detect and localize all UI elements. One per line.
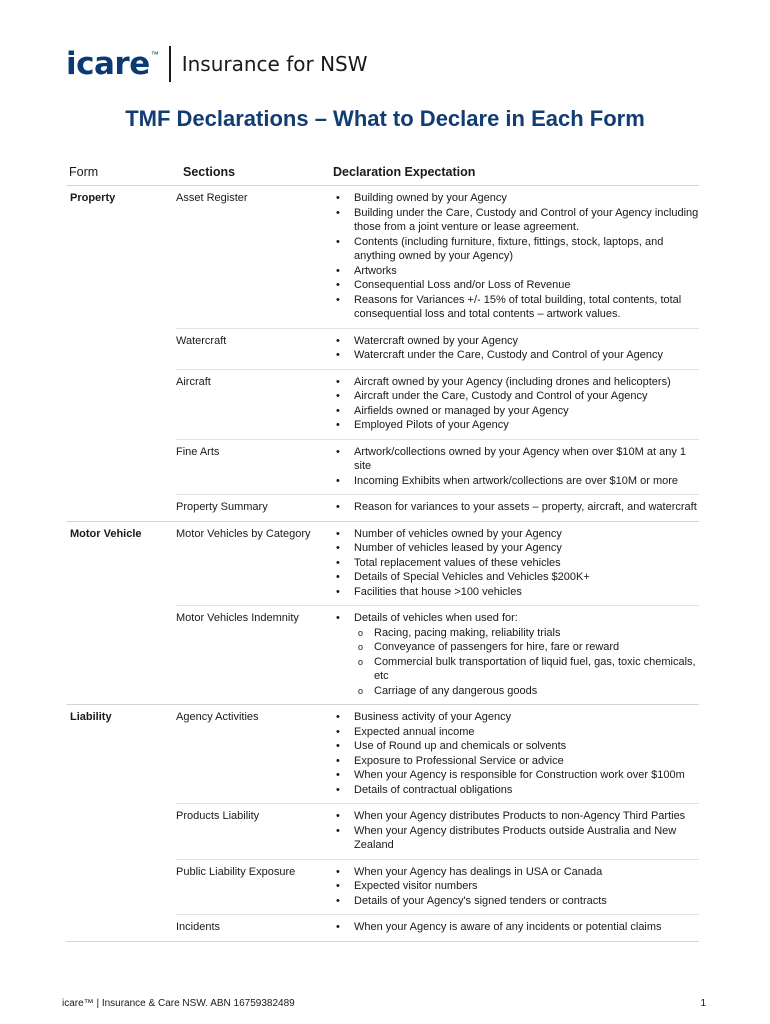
list-item xyxy=(333,206,699,235)
table-row xyxy=(176,329,699,370)
section-name: Motor Vehicles Indemnity xyxy=(176,612,299,624)
list-item-text: Total replacement values of these vehicles xyxy=(354,556,561,569)
list-item-text: Aircraft owned by your Agency (including drones and helicopters) xyxy=(354,375,671,388)
list-item-text: Details of contractual obligations xyxy=(354,783,513,796)
list-item-text: Reason for variances to your assets – property, aircraft, and watercraft xyxy=(354,501,697,513)
section-name: Incidents xyxy=(176,921,221,933)
list-item xyxy=(333,264,699,279)
header-sections: Sections xyxy=(183,165,236,179)
expectation-list xyxy=(333,920,699,935)
table-row xyxy=(176,440,699,496)
section-name: Property Summary xyxy=(176,501,268,513)
list-item-text: Building under the Care, Custody and Control of your Agency including those from a joint venture or lease agreement. xyxy=(354,206,699,233)
section-name: Public Liability Exposure xyxy=(176,865,296,878)
list-item xyxy=(333,585,699,600)
list-item xyxy=(333,375,699,390)
list-item-text: When your Agency is aware of any incidents or potential claims xyxy=(354,921,662,933)
list-item xyxy=(333,293,699,322)
expectation-list xyxy=(333,334,699,363)
list-item xyxy=(333,191,699,206)
section-name: Products Liability xyxy=(176,810,260,822)
list-item xyxy=(333,865,699,880)
list-item xyxy=(333,809,699,824)
list-item xyxy=(333,754,699,769)
list-item-text: Details of vehicles when used for: xyxy=(354,612,518,624)
form-sections xyxy=(176,522,699,705)
list-item-text: When your Agency has dealings in USA or Canada xyxy=(354,865,603,878)
form-sections xyxy=(176,705,699,941)
table-body xyxy=(66,186,699,942)
list-item-text: Number of vehicles leased by your Agency xyxy=(354,542,562,554)
list-item xyxy=(333,527,699,542)
list-item xyxy=(333,445,699,474)
list-item-text: Artwork/collections owned by your Agency when over $10M at any 1 site xyxy=(354,445,687,472)
list-item-text: Airfields owned or managed by your Agency xyxy=(354,404,569,417)
form-name: Property xyxy=(70,192,116,204)
list-item-text: Facilities that house >100 vehicles xyxy=(354,585,522,598)
table-row xyxy=(176,804,699,860)
logo-tagline: Insurance for NSW xyxy=(181,52,368,76)
table-header xyxy=(66,164,699,186)
list-item-text: Artworks xyxy=(354,264,397,277)
list-item-text: Reasons for Variances +/- 15% of total building, total contents, total consequential loss and total contents – artwork values. xyxy=(354,293,682,320)
list-item xyxy=(333,824,699,853)
form-name: Motor Vehicle xyxy=(70,527,142,540)
list-item xyxy=(333,710,699,725)
sub-list-item: o Carriage of any dangerous goods xyxy=(354,684,699,699)
list-item-text: Use of Round up and chemicals or solvents xyxy=(354,740,567,752)
sub-list xyxy=(354,626,699,699)
logo-trademark: ™ xyxy=(150,50,159,59)
expectation-list xyxy=(333,500,699,515)
list-item xyxy=(333,556,699,571)
expectation-list xyxy=(333,710,699,797)
section-name: Watercraft xyxy=(176,334,227,347)
page-title: TMF Declarations – What to Declare in Each Form xyxy=(125,106,645,131)
form-group xyxy=(66,186,699,522)
table-row xyxy=(176,370,699,440)
list-item xyxy=(333,879,699,894)
table-row xyxy=(176,495,699,521)
list-item xyxy=(333,541,699,556)
icare-logo xyxy=(66,44,368,84)
table-row xyxy=(176,606,699,704)
list-item xyxy=(333,570,699,585)
header-declaration-expectation: Declaration Expectation xyxy=(333,165,476,179)
form-name: Liability xyxy=(70,711,112,723)
list-item-text: Incoming Exhibits when artwork/collections are over $10M or more xyxy=(354,474,679,487)
list-item xyxy=(333,389,699,404)
table-row xyxy=(176,522,699,607)
declarations-table xyxy=(66,164,699,942)
list-item xyxy=(333,235,699,264)
section-name: Agency Activities xyxy=(176,711,259,723)
list-item-text: Aircraft under the Care, Custody and Control of your Agency xyxy=(354,390,648,402)
list-item xyxy=(333,404,699,419)
list-item-text: When your Agency distributes Products to non-Agency Third Parties xyxy=(354,810,686,822)
list-item xyxy=(333,768,699,783)
list-item-text: Expected visitor numbers xyxy=(354,880,478,892)
page-number: 1 xyxy=(700,998,706,1009)
section-name: Motor Vehicles by Category xyxy=(176,527,311,540)
list-item xyxy=(333,278,699,293)
footer-text: icare™ | Insurance & Care NSW. ABN 16759382489 xyxy=(62,998,295,1009)
expectation-list xyxy=(333,527,699,600)
expectation-list xyxy=(333,809,699,853)
expectation-list xyxy=(333,865,699,909)
expectation-list xyxy=(333,375,699,433)
list-item-text: Consequential Loss and/or Loss of Revenue xyxy=(354,279,571,291)
list-item-text: When your Agency is responsible for Construction work over $100m xyxy=(354,769,685,781)
table-row xyxy=(176,705,699,804)
form-sections xyxy=(176,186,699,521)
expectation-list xyxy=(333,191,699,322)
sub-list-item: o Commercial bulk transportation of liquid fuel, gas, toxic chemicals, etc xyxy=(354,655,699,684)
list-item xyxy=(333,334,699,349)
list-item-text: Details of your Agency's signed tenders or contracts xyxy=(354,894,607,907)
list-item-text: Watercraft owned by your Agency xyxy=(354,334,519,347)
table-row xyxy=(176,860,699,916)
list-item-text: Number of vehicles owned by your Agency xyxy=(354,527,562,540)
list-item-text: Employed Pilots of your Agency xyxy=(354,419,509,431)
form-group xyxy=(66,705,699,942)
list-item-text: When your Agency distributes Products outside Australia and New Zealand xyxy=(354,824,677,851)
header-form: Form xyxy=(69,165,99,179)
section-name: Asset Register xyxy=(176,192,248,204)
expectation-list xyxy=(333,445,699,489)
list-item xyxy=(333,783,699,798)
section-name: Aircraft xyxy=(176,375,211,388)
expectation-list xyxy=(333,611,699,698)
list-item xyxy=(333,418,699,433)
list-item xyxy=(333,725,699,740)
list-item xyxy=(333,920,699,935)
table-row xyxy=(176,915,699,941)
form-group xyxy=(66,522,699,706)
sub-list-item: o Conveyance of passengers for hire, fare or reward xyxy=(354,640,699,655)
list-item-text: Exposure to Professional Service or advice xyxy=(354,754,564,767)
list-item xyxy=(333,611,699,698)
list-item-text: Watercraft under the Care, Custody and Control of your Agency xyxy=(354,349,663,361)
list-item xyxy=(333,474,699,489)
list-item-text: Business activity of your Agency xyxy=(354,711,512,723)
list-item xyxy=(333,739,699,754)
logo-divider xyxy=(169,46,171,82)
section-name: Fine Arts xyxy=(176,445,220,458)
list-item-text: Building owned by your Agency xyxy=(354,192,507,204)
list-item xyxy=(333,894,699,909)
list-item-text: Details of Special Vehicles and Vehicles $200K+ xyxy=(354,571,590,583)
table-row xyxy=(176,186,699,329)
sub-list-item: o Racing, pacing making, reliability trials xyxy=(354,626,699,641)
list-item-text: Contents (including furniture, fixture, fittings, stock, laptops, and anything owned by your Agency) xyxy=(354,235,664,262)
logo-wordmark: icare xyxy=(66,45,150,82)
list-item xyxy=(333,348,699,363)
list-item xyxy=(333,500,699,515)
list-item-text: Expected annual income xyxy=(354,725,475,738)
